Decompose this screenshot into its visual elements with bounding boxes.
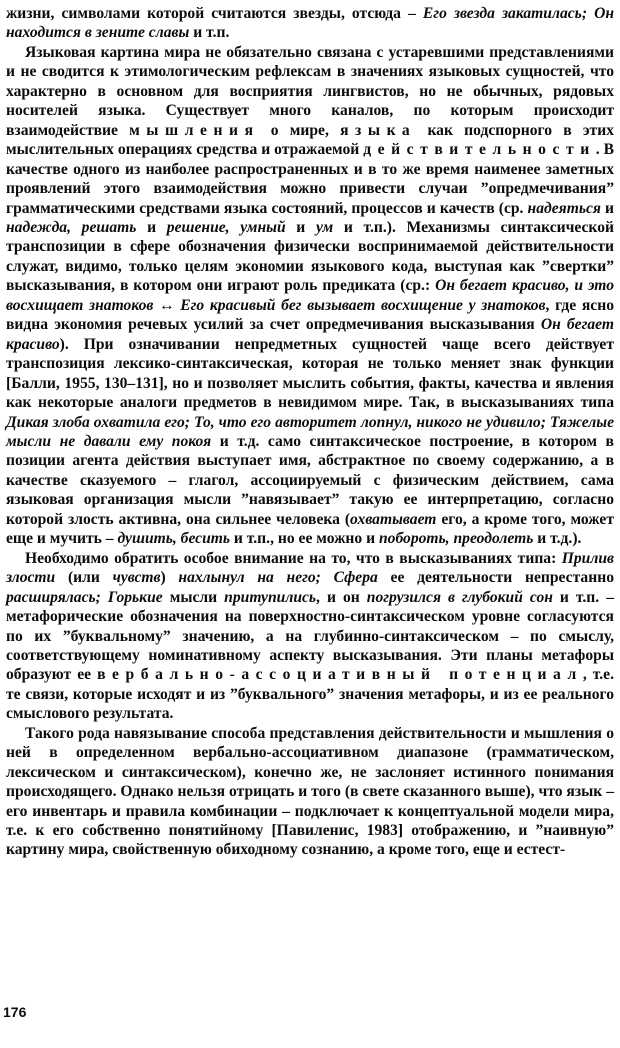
italic-text: охватывает — [350, 510, 437, 528]
body-text: и т.п. — [189, 24, 230, 42]
page-number: 176 — [3, 1004, 27, 1020]
spaced-emphasis-text: мышления — [129, 121, 260, 139]
body-text: и т.п., но ее можно и — [230, 530, 379, 548]
italic-text: Прилив злости — [6, 549, 614, 587]
italic-text: Дикая злоба охватила его; То, что его авторитет лопнул, никого не удивило; Тяжелые мысли не давали ему покоя — [6, 413, 614, 450]
paragraph — [6, 43, 614, 549]
body-text: ) — [160, 569, 179, 587]
italic-text: побороть, преодолеть — [378, 530, 534, 548]
spaced-emphasis-text: вербально-ассоциативный потенциал — [97, 666, 583, 684]
body-text: и — [600, 199, 614, 217]
body-text: , где ясно видна экономия речевых усилий за счет опредмечивания высказывания — [6, 296, 614, 334]
body-text: и т.п.). Механизмы синтаксической транспозиции в сфере обозначения физически воспринимаемой действительности служат, видимо, только целям экономии языкового кода, выступая как ”свертки” высказывания, в котором они играют роль предиката (ср.: — [6, 218, 614, 295]
body-text: и т.п. – метафорические обозначения на поверхностно-синтаксическом уровне согласуются по их ”буквальному” значению, а на глубинно-синтаксическом – по смыслу, соответствующему номинативному аспекту высказывания. Эти планы метафоры образуют ее — [6, 588, 614, 684]
body-text: о мире, — [259, 121, 341, 139]
body-text: и — [136, 218, 167, 236]
body-text: Языковая картина мира не обязательно связана с устаревшими представлениями и не сводится к этимологическим рефлексам в значениях языковых сущностей, что характерно в основном для восприятия лингвистов, но не обычных, рядовых носителей языка. Существует много каналов, по которым происходит взаимодействие — [6, 43, 614, 139]
body-text: . В качестве одного из наиболее распространенных и в то же время наименее заметных проявлений этого взаимодействия можно привести случаи ”опредмечивания” грамматическими средствами языка состояний, процессов и качеств (ср. — [6, 141, 614, 217]
spaced-emphasis-text: действительности — [363, 141, 596, 159]
italic-text: Он бегает красиво — [6, 316, 614, 353]
body-text: , и он — [316, 588, 367, 606]
body-text: мысли — [162, 588, 225, 606]
body-text: его, а кроме того, может еще и мучить – — [6, 510, 614, 548]
italic-text: надежда, решать — [6, 218, 137, 236]
italic-text: Его звезда закатилась; Он находится в зените славы — [6, 5, 614, 42]
italic-text: решение, умный — [166, 218, 286, 236]
italic-text: нахлынул на него; Сфера — [178, 569, 378, 587]
body-text: и т.д. само синтаксическое построение, в котором в позиции агента действия выступает имя, абстрактное по своему содержанию, а в качестве сказуемого – глагол, ассоциируемый с физическим действием, сама языковая организация мысли ”навязывает” такую ее интерпретацию, согласно которой злость активна, она сильнее человека ( — [6, 432, 614, 528]
italic-text: чувств — [112, 569, 161, 587]
body-text: , т.е. те связи, которые исходят и из ”буквального” значения метафоры, и из ее реального смыслового результата. — [6, 666, 614, 723]
body-text: и т.д.). — [533, 530, 582, 548]
body-text: Необходимо обратить особое внимание на то, что в высказываниях типа: — [25, 549, 562, 567]
body-text: (или — [55, 569, 113, 587]
italic-text: погрузился в глубокий сон — [366, 588, 553, 606]
italic-text: надеяться — [527, 199, 601, 217]
italic-text: душить, бесить — [117, 530, 231, 548]
paragraph — [6, 549, 614, 724]
paragraph — [6, 724, 614, 860]
italic-text: ум — [315, 218, 334, 236]
italic-text: расширялась; Горькие — [6, 588, 163, 606]
body-text: ). При означивании непредметных сущностей чаще всего действует транспозиция лексико-синтаксическая, которая не только меняет знак функции [Балли, 1955, 130–131], но и позволяет мыслить события, факты, качества и явления как некоторые аналоги предметов в невидимом мире. Так, в высказываниях типа — [6, 335, 614, 412]
spaced-emphasis-text: языка — [340, 121, 417, 139]
paragraph — [6, 4, 614, 43]
body-text: Такого рода навязывание способа представления действительности и мышления о ней в определенном вербально-ассоциативном диапазоне (грамматическом, лексическом и синтаксическом), конечно же, не заслоняет истинного понимания происходящего. Однако нельзя отрицать и того (в свете сказанного выше), что язык – его инвентарь и правила комбинации – подключает к концептуальной модели мира, т.е. к его собственно понятийному [Павиленис, 1983] отображению, и ”наивную” картину мира, свойственную обиходному сознанию, а кроме того, еще и естест- — [6, 724, 614, 859]
body-text: и — [285, 218, 316, 236]
body-text: ее деятельности непрестанно — [377, 569, 614, 587]
italic-text: Он бегает красиво, и это восхищает знатоков ↔ Его красивый бег вызывает восхищение у знатоков — [6, 277, 614, 314]
body-text: жизни, символами которой считаются звезды, отсюда – — [6, 5, 423, 22]
text-body — [6, 4, 614, 860]
italic-text: притупились — [224, 588, 317, 606]
body-text: как подспорного в этих мыслительных операциях средства и отражаемой — [6, 121, 614, 159]
